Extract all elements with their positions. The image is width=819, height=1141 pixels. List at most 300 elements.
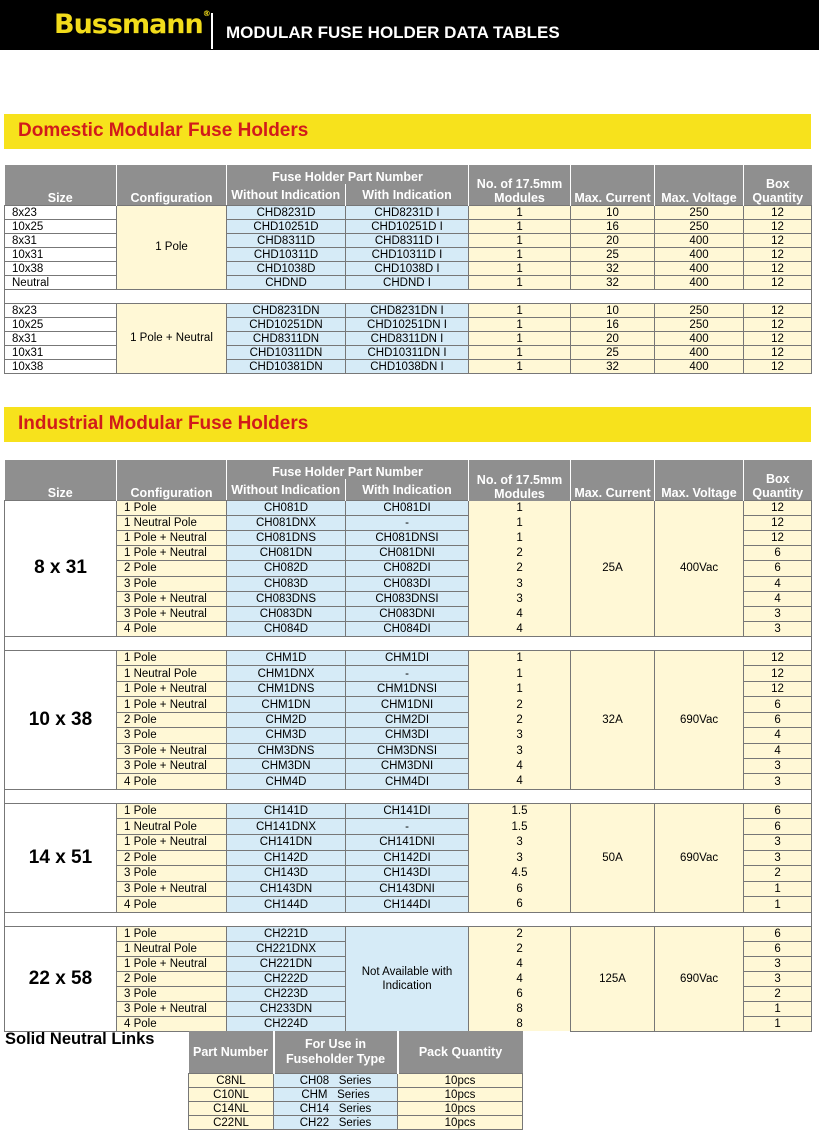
- part-without-indication: CH221D: [227, 926, 346, 941]
- part-with-indication: CHM3DI: [346, 728, 469, 743]
- table-row: [5, 926, 812, 941]
- solid-neutral-links-table: [188, 1031, 523, 1130]
- voltage-cell: 400: [655, 332, 744, 346]
- col-box-quantity: Box Quantity: [744, 165, 812, 206]
- modules-cell: 4: [469, 956, 571, 971]
- modules-cell: 6: [469, 881, 571, 897]
- pack-quantity-cell: 10pcs: [398, 1102, 523, 1116]
- box-quantity-cell: 6: [744, 926, 812, 941]
- col-with-indication: With Indication: [346, 479, 469, 501]
- box-quantity-cell: 1: [744, 881, 812, 897]
- box-quantity-cell: 3: [744, 759, 812, 774]
- part-without-indication: CH221DNX: [227, 941, 346, 956]
- part-with-indication: CHM4DI: [346, 774, 469, 789]
- table-row: [189, 1074, 523, 1088]
- modules-cell: 3: [469, 743, 571, 758]
- modules-cell: 1: [469, 501, 571, 516]
- pack-quantity-cell: 10pcs: [398, 1074, 523, 1088]
- box-quantity-cell: 12: [744, 220, 812, 234]
- col-size: Size: [5, 460, 117, 501]
- part-with-indication: CHD8311D I: [346, 234, 469, 248]
- voltage-cell: 250: [655, 220, 744, 234]
- configuration-cell: 1 Pole + Neutral: [117, 546, 227, 561]
- current-cell: 32A: [571, 650, 655, 789]
- configuration-cell: 2 Pole: [117, 971, 227, 986]
- brand-mark: ®: [202, 9, 211, 18]
- size-cell: 8x23: [5, 206, 117, 220]
- current-cell: 16: [571, 220, 655, 234]
- part-number-cell: C10NL: [189, 1088, 274, 1102]
- configuration-cell: 1 Neutral Pole: [117, 666, 227, 681]
- group-separator: [5, 912, 812, 926]
- configuration-cell: 3 Pole: [117, 986, 227, 1001]
- configuration-cell: 3 Pole + Neutral: [117, 881, 227, 897]
- configuration-cell: 1 Pole: [117, 803, 227, 819]
- size-cell: 8x31: [5, 234, 117, 248]
- configuration-cell: 1 Neutral Pole: [117, 516, 227, 531]
- part-with-indication: CHM1DNSI: [346, 681, 469, 696]
- configuration-cell: 3 Pole + Neutral: [117, 743, 227, 758]
- part-without-indication: CH144D: [227, 897, 346, 913]
- modules-cell: 4: [469, 971, 571, 986]
- box-quantity-cell: 3: [744, 971, 812, 986]
- part-without-indication: CH141DNX: [227, 819, 346, 835]
- box-quantity-cell: 12: [744, 206, 812, 220]
- current-cell: 25A: [571, 501, 655, 637]
- table-row: [5, 501, 812, 516]
- modules-cell: 1: [469, 360, 571, 374]
- modules-cell: 2: [469, 712, 571, 727]
- part-with-indication: CHD10311D I: [346, 248, 469, 262]
- col-current: Max. Current: [571, 165, 655, 206]
- current-cell: 20: [571, 332, 655, 346]
- part-without-indication: CHM3DNS: [227, 743, 346, 758]
- part-with-indication: CH143DI: [346, 866, 469, 882]
- pack-quantity-cell: 10pcs: [398, 1088, 523, 1102]
- modules-cell: 1.5: [469, 819, 571, 835]
- col-with-indication: With Indication: [346, 184, 469, 206]
- fuseholder-type-cell: CH14 Series: [274, 1102, 398, 1116]
- col-box-quantity: Box Quantity: [744, 460, 812, 501]
- part-without-indication: CH224D: [227, 1016, 346, 1031]
- box-quantity-cell: 6: [744, 803, 812, 819]
- modules-cell: 1: [469, 681, 571, 696]
- box-quantity-cell: 6: [744, 561, 812, 576]
- box-quantity-cell: 12: [744, 501, 812, 516]
- part-without-indication: CHD10251D: [227, 220, 346, 234]
- modules-cell: 1: [469, 516, 571, 531]
- part-without-indication: CHD10311DN: [227, 346, 346, 360]
- header-bar: [0, 0, 819, 50]
- part-number-cell: C14NL: [189, 1102, 274, 1116]
- box-quantity-cell: 2: [744, 866, 812, 882]
- modules-cell: 6: [469, 897, 571, 913]
- configuration-cell: 1 Pole: [117, 501, 227, 516]
- fuseholder-type-cell: CH22 Series: [274, 1116, 398, 1130]
- brand-logo: [54, 9, 211, 40]
- box-quantity-cell: 12: [744, 234, 812, 248]
- part-with-indication: -: [346, 666, 469, 681]
- col-without-indication: Without Indication: [227, 479, 346, 501]
- configuration-cell: 4 Pole: [117, 774, 227, 789]
- part-with-indication: CH081DNI: [346, 546, 469, 561]
- part-without-indication: CHD8231DN: [227, 304, 346, 318]
- part-without-indication: CHD10311D: [227, 248, 346, 262]
- size-cell: Neutral: [5, 276, 117, 290]
- part-with-indication: CH082DI: [346, 561, 469, 576]
- box-quantity-cell: 3: [744, 774, 812, 789]
- modules-cell: 8: [469, 1001, 571, 1016]
- part-with-indication: CH142DI: [346, 850, 469, 866]
- col-without-indication: Without Indication: [227, 184, 346, 206]
- current-cell: 10: [571, 206, 655, 220]
- part-with-indication: -: [346, 516, 469, 531]
- part-with-indication: CHD10311DN I: [346, 346, 469, 360]
- modules-cell: 1: [469, 262, 571, 276]
- configuration-cell: 1 Neutral Pole: [117, 819, 227, 835]
- part-with-indication: CHM3DNSI: [346, 743, 469, 758]
- voltage-cell: 250: [655, 304, 744, 318]
- modules-cell: 4: [469, 759, 571, 774]
- configuration-cell: 3 Pole: [117, 576, 227, 591]
- modules-cell: 4: [469, 606, 571, 621]
- col-modules: No. of 17.5mm Modules: [469, 165, 571, 206]
- current-cell: 25: [571, 248, 655, 262]
- size-cell: 10 x 38: [5, 650, 117, 789]
- part-without-indication: CHD1038D: [227, 262, 346, 276]
- part-without-indication: CH081DNX: [227, 516, 346, 531]
- box-quantity-cell: 6: [744, 697, 812, 712]
- part-with-indication: CHM3DNI: [346, 759, 469, 774]
- table-row: [5, 206, 812, 220]
- part-without-indication: CHM3D: [227, 728, 346, 743]
- modules-cell: 1: [469, 220, 571, 234]
- fuseholder-type-cell: CHM Series: [274, 1088, 398, 1102]
- voltage-cell: 400: [655, 360, 744, 374]
- col-voltage: Max. Voltage: [655, 165, 744, 206]
- brand-name: Bussmann: [54, 9, 203, 40]
- part-with-indication: CH081DI: [346, 501, 469, 516]
- box-quantity-cell: 4: [744, 728, 812, 743]
- industrial-title: Industrial Modular Fuse Holders: [18, 413, 309, 434]
- box-quantity-cell: 12: [744, 248, 812, 262]
- group-separator: [5, 290, 812, 304]
- voltage-cell: 400: [655, 248, 744, 262]
- part-without-indication: CH081DN: [227, 546, 346, 561]
- part-without-indication: CHD10251DN: [227, 318, 346, 332]
- size-cell: 10x38: [5, 360, 117, 374]
- configuration-cell: 3 Pole + Neutral: [117, 1001, 227, 1016]
- configuration-cell: 4 Pole: [117, 897, 227, 913]
- modules-cell: 1: [469, 234, 571, 248]
- part-without-indication: CH083DNS: [227, 591, 346, 606]
- part-without-indication: CH233DN: [227, 1001, 346, 1016]
- industrial-section-heading: [4, 407, 811, 442]
- part-without-indication: CHM1DNS: [227, 681, 346, 696]
- current-cell: 10: [571, 304, 655, 318]
- current-cell: 16: [571, 318, 655, 332]
- modules-cell: 2: [469, 561, 571, 576]
- current-cell: 125A: [571, 926, 655, 1031]
- part-with-indication: CH084DI: [346, 621, 469, 636]
- domestic-section-heading: [4, 114, 811, 149]
- part-without-indication: CH083DN: [227, 606, 346, 621]
- current-cell: 25: [571, 346, 655, 360]
- col-part-number: Fuse Holder Part Number: [227, 165, 469, 184]
- part-without-indication: CH081DNS: [227, 531, 346, 546]
- part-with-indication: CH141DNI: [346, 835, 469, 851]
- voltage-cell: 400Vac: [655, 501, 744, 637]
- box-quantity-cell: 12: [744, 666, 812, 681]
- part-with-indication: CHD1038D I: [346, 262, 469, 276]
- part-without-indication: CHM1DN: [227, 697, 346, 712]
- part-with-indication: CHD8231DN I: [346, 304, 469, 318]
- part-with-indication: CH083DNI: [346, 606, 469, 621]
- part-without-indication: CH143DN: [227, 881, 346, 897]
- part-with-indication: CH083DI: [346, 576, 469, 591]
- part-with-indication: CH141DI: [346, 803, 469, 819]
- part-number-cell: C8NL: [189, 1074, 274, 1088]
- modules-cell: 1.5: [469, 803, 571, 819]
- box-quantity-cell: 12: [744, 650, 812, 665]
- part-without-indication: CHDND: [227, 276, 346, 290]
- part-with-indication: CHD10251D I: [346, 220, 469, 234]
- modules-cell: 2: [469, 941, 571, 956]
- box-quantity-cell: 4: [744, 576, 812, 591]
- snl-col-part: Part Number: [189, 1031, 274, 1074]
- configuration-cell: 4 Pole: [117, 621, 227, 636]
- configuration-cell: 1 Pole + Neutral: [117, 304, 227, 374]
- part-without-indication: CHM3DN: [227, 759, 346, 774]
- part-without-indication: CH082D: [227, 561, 346, 576]
- modules-cell: 8: [469, 1016, 571, 1031]
- voltage-cell: 400: [655, 276, 744, 290]
- configuration-cell: 3 Pole: [117, 866, 227, 882]
- box-quantity-cell: 12: [744, 332, 812, 346]
- modules-cell: 1: [469, 332, 571, 346]
- domestic-table: [4, 165, 812, 374]
- modules-cell: 3: [469, 835, 571, 851]
- modules-cell: 1: [469, 650, 571, 665]
- configuration-cell: 3 Pole: [117, 728, 227, 743]
- modules-cell: 1: [469, 346, 571, 360]
- part-with-indication: CHM1DI: [346, 650, 469, 665]
- col-current: Max. Current: [571, 460, 655, 501]
- voltage-cell: 690Vac: [655, 803, 744, 912]
- part-without-indication: CH221DN: [227, 956, 346, 971]
- box-quantity-cell: 6: [744, 941, 812, 956]
- industrial-table: [4, 460, 812, 1032]
- col-configuration: Configuration: [117, 460, 227, 501]
- separator-cell: [5, 912, 812, 926]
- fuseholder-type-cell: CH08 Series: [274, 1074, 398, 1088]
- modules-cell: 4: [469, 774, 571, 789]
- group-separator: [5, 789, 812, 803]
- box-quantity-cell: 12: [744, 531, 812, 546]
- box-quantity-cell: 12: [744, 346, 812, 360]
- voltage-cell: 400: [655, 234, 744, 248]
- modules-cell: 1: [469, 666, 571, 681]
- size-cell: 10x31: [5, 248, 117, 262]
- part-without-indication: CHM1D: [227, 650, 346, 665]
- voltage-cell: 400: [655, 346, 744, 360]
- size-cell: 8x31: [5, 332, 117, 346]
- snl-col-type: For Use in Fuseholder Type: [274, 1031, 398, 1074]
- separator-cell: [5, 290, 812, 304]
- configuration-cell: 3 Pole + Neutral: [117, 591, 227, 606]
- modules-cell: 2: [469, 926, 571, 941]
- size-cell: 22 x 58: [5, 926, 117, 1031]
- configuration-cell: 1 Pole: [117, 650, 227, 665]
- part-with-indication: CHD8231D I: [346, 206, 469, 220]
- configuration-cell: 1 Pole + Neutral: [117, 956, 227, 971]
- current-cell: 20: [571, 234, 655, 248]
- box-quantity-cell: 6: [744, 819, 812, 835]
- modules-cell: 3: [469, 850, 571, 866]
- part-with-indication: CH083DNSI: [346, 591, 469, 606]
- modules-cell: 2: [469, 697, 571, 712]
- current-cell: 50A: [571, 803, 655, 912]
- part-with-indication: CHM2DI: [346, 712, 469, 727]
- part-with-indication: CH081DNSI: [346, 531, 469, 546]
- box-quantity-cell: 12: [744, 360, 812, 374]
- part-without-indication: CHM1DNX: [227, 666, 346, 681]
- modules-cell: 1: [469, 276, 571, 290]
- part-with-indication: CH144DI: [346, 897, 469, 913]
- box-quantity-cell: 12: [744, 318, 812, 332]
- box-quantity-cell: 2: [744, 986, 812, 1001]
- separator-cell: [5, 636, 812, 650]
- part-without-indication: CH141DN: [227, 835, 346, 851]
- box-quantity-cell: 1: [744, 897, 812, 913]
- part-without-indication: CH141D: [227, 803, 346, 819]
- box-quantity-cell: 3: [744, 621, 812, 636]
- box-quantity-cell: 1: [744, 1001, 812, 1016]
- part-without-indication: CH081D: [227, 501, 346, 516]
- snl-col-pack: Pack Quantity: [398, 1031, 523, 1074]
- box-quantity-cell: 4: [744, 743, 812, 758]
- table-row: [5, 304, 812, 318]
- box-quantity-cell: 4: [744, 591, 812, 606]
- size-cell: 14 x 51: [5, 803, 117, 912]
- part-without-indication: CHD8231D: [227, 206, 346, 220]
- configuration-cell: 2 Pole: [117, 850, 227, 866]
- table-row: [189, 1116, 523, 1130]
- configuration-cell: 3 Pole + Neutral: [117, 759, 227, 774]
- part-with-indication: -: [346, 819, 469, 835]
- configuration-cell: 1 Pole + Neutral: [117, 697, 227, 712]
- part-without-indication: CH143D: [227, 866, 346, 882]
- part-without-indication: CHD8311DN: [227, 332, 346, 346]
- table-row: [5, 803, 812, 819]
- modules-cell: 3: [469, 591, 571, 606]
- part-with-indication: CHM1DNI: [346, 697, 469, 712]
- part-without-indication: CHD10381DN: [227, 360, 346, 374]
- part-with-indication: CHD1038DN I: [346, 360, 469, 374]
- modules-cell: 1: [469, 531, 571, 546]
- part-without-indication: CHM4D: [227, 774, 346, 789]
- col-voltage: Max. Voltage: [655, 460, 744, 501]
- box-quantity-cell: 3: [744, 835, 812, 851]
- domestic-title: Domestic Modular Fuse Holders: [18, 120, 309, 141]
- modules-cell: 1: [469, 304, 571, 318]
- modules-cell: 6: [469, 986, 571, 1001]
- configuration-cell: 1 Pole + Neutral: [117, 531, 227, 546]
- current-cell: 32: [571, 276, 655, 290]
- box-quantity-cell: 12: [744, 516, 812, 531]
- modules-cell: 3: [469, 728, 571, 743]
- configuration-cell: 3 Pole + Neutral: [117, 606, 227, 621]
- configuration-cell: 1 Pole + Neutral: [117, 835, 227, 851]
- part-without-indication: CH084D: [227, 621, 346, 636]
- solid-neutral-links-title: Solid Neutral Links: [5, 1030, 155, 1048]
- box-quantity-cell: 12: [744, 304, 812, 318]
- table-row: [189, 1102, 523, 1116]
- configuration-cell: 1 Neutral Pole: [117, 941, 227, 956]
- box-quantity-cell: 1: [744, 1016, 812, 1031]
- configuration-cell: 2 Pole: [117, 712, 227, 727]
- configuration-cell: 1 Pole: [117, 926, 227, 941]
- not-available-note: Not Available with Indication: [346, 926, 469, 1031]
- modules-cell: 4: [469, 621, 571, 636]
- modules-cell: 4.5: [469, 866, 571, 882]
- col-configuration: Configuration: [117, 165, 227, 206]
- box-quantity-cell: 12: [744, 276, 812, 290]
- group-separator: [5, 636, 812, 650]
- configuration-cell: 1 Pole + Neutral: [117, 681, 227, 696]
- box-quantity-cell: 3: [744, 956, 812, 971]
- modules-cell: 3: [469, 576, 571, 591]
- box-quantity-cell: 6: [744, 712, 812, 727]
- table-row: [189, 1088, 523, 1102]
- size-cell: 10x25: [5, 318, 117, 332]
- size-cell: 8 x 31: [5, 501, 117, 637]
- pack-quantity-cell: 10pcs: [398, 1116, 523, 1130]
- voltage-cell: 400: [655, 262, 744, 276]
- voltage-cell: 690Vac: [655, 926, 744, 1031]
- col-modules: No. of 17.5mm Modules: [469, 460, 571, 501]
- modules-cell: 2: [469, 546, 571, 561]
- separator-cell: [5, 789, 812, 803]
- current-cell: 32: [571, 262, 655, 276]
- size-cell: 10x31: [5, 346, 117, 360]
- modules-cell: 1: [469, 248, 571, 262]
- current-cell: 32: [571, 360, 655, 374]
- part-without-indication: CH222D: [227, 971, 346, 986]
- box-quantity-cell: 6: [744, 546, 812, 561]
- part-with-indication: CH143DNI: [346, 881, 469, 897]
- part-with-indication: CHD10251DN I: [346, 318, 469, 332]
- part-without-indication: CH142D: [227, 850, 346, 866]
- page-title: MODULAR FUSE HOLDER DATA TABLES: [226, 23, 560, 42]
- part-number-cell: C22NL: [189, 1116, 274, 1130]
- configuration-cell: 4 Pole: [117, 1016, 227, 1031]
- part-without-indication: CHM2D: [227, 712, 346, 727]
- part-with-indication: CHD8311DN I: [346, 332, 469, 346]
- header-divider: [211, 13, 213, 49]
- voltage-cell: 250: [655, 318, 744, 332]
- size-cell: 10x38: [5, 262, 117, 276]
- part-without-indication: CHD8311D: [227, 234, 346, 248]
- modules-cell: 1: [469, 206, 571, 220]
- part-without-indication: CH083D: [227, 576, 346, 591]
- box-quantity-cell: 12: [744, 681, 812, 696]
- box-quantity-cell: 3: [744, 606, 812, 621]
- part-with-indication: CHDND I: [346, 276, 469, 290]
- voltage-cell: 690Vac: [655, 650, 744, 789]
- col-size: Size: [5, 165, 117, 206]
- size-cell: 8x23: [5, 304, 117, 318]
